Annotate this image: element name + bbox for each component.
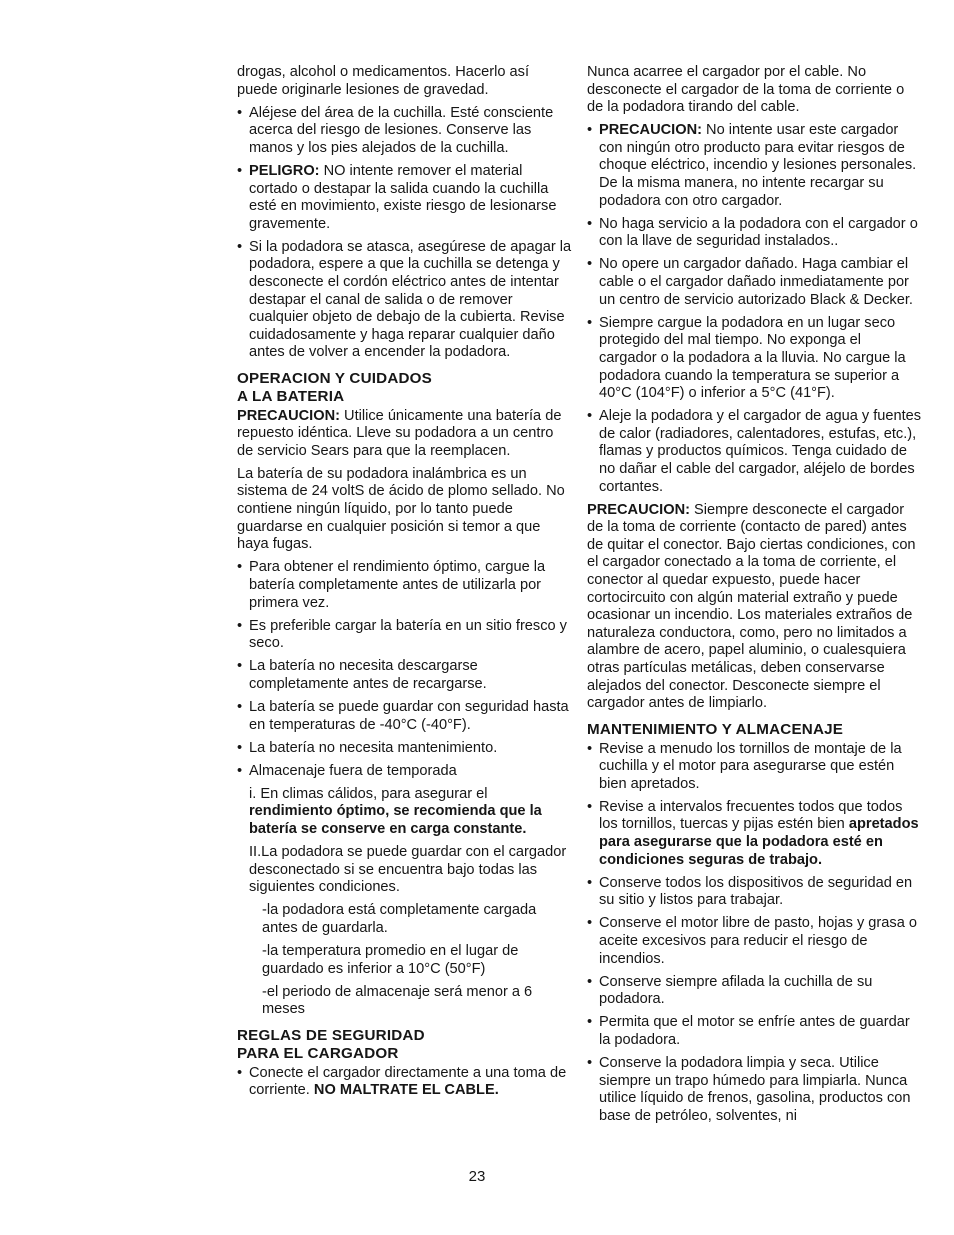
bullet-atasca: • Si la podadora se atasca, asegúrese de apagar la podadora, espere a que la cuchilla se detenga y desconecte el cordón eléctrico antes de intentar destapar el canal de salida o de remover cualquier objeto de debajo de la cubierta. Revise cuidadosamente y haga reparar cualquier daño antes de volver a encender la podadora. [237, 239, 572, 362]
bullet-aleje: • Aleje la podadora y el cargador de agua y fuentes de calor (radiadores, calentadores, estufas, etc.), flamas y productos químicos. Tenga cuidado de no dañar el cable del cargador, aléjelo de bordes cortantes. [587, 408, 922, 496]
peligro-label: PELIGRO: [249, 162, 320, 179]
text: No intente usar este cargador con ningún otro producto para evitar riesgos de choque eléctrico, incendio y lesiones personales. De la misma manera, no intente recargar su podadora con otro cargador. [599, 122, 917, 209]
bullet-revise-2 [587, 799, 922, 869]
page-number: 23 [468, 1168, 486, 1185]
paragraph-precaucion [237, 408, 572, 461]
text-emphasis: La batería de su podadora inalámbrica es un sistema de 24 voltS de ácido de plomo sellado. [237, 465, 543, 500]
bullet-descargarse: • La batería no necesita descargarse completamente antes de recargarse. [237, 658, 572, 693]
precaucion-label: PRECAUCION: [587, 501, 690, 518]
text: Conecte el cargador directamente a una toma de corriente. [249, 1064, 567, 1099]
bullet-afilada: • Conserve siempre afilada la cuchilla de su podadora. [587, 974, 922, 1009]
heading-line-1: OPERACION Y CUIDADOS [237, 370, 433, 387]
precaucion-label: PRECAUCION: [237, 407, 340, 424]
heading-reglas [237, 1027, 572, 1063]
heading-operacion [237, 370, 572, 406]
sub-item-i [237, 786, 572, 839]
paragraph-nunca: Nunca acarree el cargador por el cable. No desconecte el cargador de la toma de corriente o de la podadora tirando del cable. [587, 64, 905, 116]
bullet-peligro [237, 163, 572, 233]
text-emphasis: Conserve las manos y los pies alejados de la cuchilla. [249, 122, 532, 156]
text-emphasis: rendimiento óptimo, se recomienda que la batería se conserve en carga constante. [249, 803, 542, 838]
bullet-conserve-1: • Conserve todos los dispositivos de seguridad en su sitio y listos para trabajar. [587, 875, 922, 910]
condition-temperatura: -la temperatura promedio en el lugar de guardado es inferior a 10°C (50°F) [262, 943, 519, 977]
bullet-limpia: • Conserve la podadora limpia y seca. Utilice siempre un trapo húmedo para limpiarla. Nunca utilice líquido de frenos, gasolina, productos con base de petróleo, solventes, ni [587, 1055, 922, 1125]
bullet-siempre: • Siempre cargue la podadora en un lugar seco protegido del mal tiempo. No exponga el cargador o la podadora a la lluvia. No cargue la podadora cuando la temperatura se superior a 40°C (104°F) o inferior a 5°C (41°F). [587, 315, 922, 403]
bullet-preferible: • Es preferible cargar la batería en un sitio fresco y seco. [237, 618, 572, 653]
text: NO intente remover el material cortado o destapar la salida cuando la cuchilla esté en movimiento, existe riesgo de lesionarse gravemente. [249, 162, 557, 232]
paragraph-drogas: drogas, alcohol o medicamentos. Hacerlo así puede originarle lesiones de gravedad. [237, 64, 530, 98]
bullet-enfrie: • Permita que el motor se enfríe antes de guardar la podadora. [587, 1014, 922, 1049]
text: Revise a intervalos frecuentes todos que todos los tornillos, tuercas y pijas estén bien [599, 798, 903, 833]
left-column [237, 64, 572, 1105]
text: Siempre desconecte el cargador de la toma de corriente (contacto de pared) antes de quitar el conector. Bajo ciertas condiciones, con el cargador conectado a la toma de corriente, el conector al quedar expuesto, puede hacer cortocircuito con algún material extraño y puede ocasionar un incendio. Los materiales extraños de naturaleza conductora, como, pero no limitados a alambre de acero, papel aluminio, o cualesquiera otras partículas metálicas, deben conservarse alejados del conector. Desconecte siempre el cargador antes de limpiarlo. [587, 501, 916, 712]
bullet-mantenimiento: • La batería no necesita mantenimiento. [237, 740, 572, 758]
bullet-alejese [237, 105, 572, 158]
bullet-conserve-2: • Conserve el motor libre de pasto, hojas y grasa o aceite excesivos para reducir el riesgo de incendios. [587, 915, 922, 968]
bullet-precaucion [587, 122, 922, 210]
text-emphasis: apretados para asegurarse que la podadora esté en condiciones seguras de trabajo. [599, 816, 919, 868]
bullet-danado: • No opere un cargador dañado. Haga cambiar el cable o el cargador dañado inmediatamente por un centro de servicio autorizado Black & Decker. [587, 256, 922, 309]
heading-line-2: A LA BATERIA [237, 387, 345, 405]
heading-mantenimiento: MANTENIMIENTO Y ALMACENAJE [587, 720, 844, 738]
paragraph-precaucion-2 [587, 502, 922, 713]
text: Utilice únicamente una batería de repuesto idéntica. Lleve su podadora a un centro de servicio Sears para que la reemplacen. [237, 407, 562, 459]
bullet-servicio: • No haga servicio a la podadora con el cargador o con la llave de seguridad instalados.. [587, 216, 922, 251]
text: i. En climas cálidos, para asegurar el [249, 785, 488, 802]
text: No contiene ningún líquido, por lo tanto puede guardarse en cualquier posición si temor a que haya fugas. [237, 483, 565, 553]
heading-line-1: REGLAS DE SEGURIDAD [237, 1027, 425, 1044]
precaucion-label: PRECAUCION: [599, 122, 702, 139]
text: Aléjese del área de la cuchilla. Esté consciente acerca del riesgo de lesiones. [249, 104, 554, 139]
bullet-almacenaje: • Almacenaje fuera de temporada [237, 763, 572, 781]
sub-item-ii: II.La podadora se puede guardar con el cargador desconectado si se encuentra bajo todas las siguientes condiciones. [249, 844, 567, 896]
bullet-guardar: • La batería se puede guardar con seguridad hasta en temperaturas de -40°C (-40°F). [237, 699, 572, 734]
condition-cargada: -la podadora está completamente cargada antes de guardarla. [262, 902, 537, 937]
bullet-rendimiento: • Para obtener el rendimiento óptimo, cargue la batería completamente antes de utilizarla por primera vez. [237, 559, 572, 612]
bullet-revise-1: • Revise a menudo los tornillos de montaje de la cuchilla y el motor para asegurarse que estén bien apretados. [587, 741, 922, 794]
heading-line-2: PARA EL CARGADOR [237, 1044, 399, 1062]
right-column [587, 64, 922, 1131]
paragraph-bateria [237, 466, 572, 554]
condition-periodo: -el periodo de almacenaje será menor a 6 meses [262, 983, 533, 1018]
text-emphasis: NO MALTRATE EL CABLE. [313, 1082, 499, 1099]
bullet-conecte [237, 1065, 572, 1100]
